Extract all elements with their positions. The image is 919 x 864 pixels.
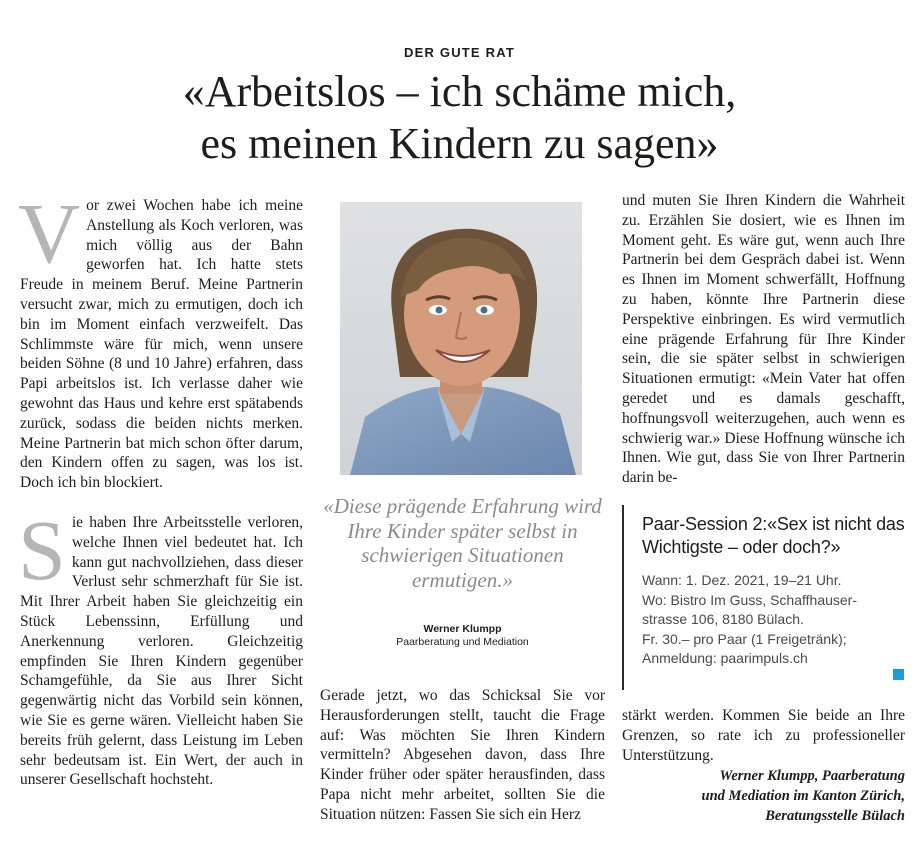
signature-line-2: und Mediation im Kanton Zürich,: [701, 788, 905, 804]
article-column-2: [320, 686, 605, 825]
event-location-2: strasse 106, 8180 Bülach.: [642, 611, 804, 627]
dropcap-s: S: [18, 501, 66, 598]
headline: [0, 66, 919, 170]
article-column-1: [18, 185, 303, 790]
pull-quote-author: Werner Klumpp: [423, 623, 502, 635]
column-3-end-text: stärkt werden. Kommen Sie beide an Ihre Grenzen, so rate ich zu professioneller Unterstützung.: [622, 707, 905, 764]
headline-line-1: «Arbeitslos – ich schäme mich,: [182, 67, 737, 116]
event-details: [642, 571, 908, 669]
column-2-text: Gerade jetzt, wo das Schicksal Sie vor Herausforderungen stellt, taucht die Frage auf: Was möchten Sie Ihren Kindern vermitteln? Abgesehen davon, dass Ihre Kinder früher oder später herausfinden, dass Papa nicht mehr arbeitet, sollten Sie die Situation nützen: Fassen Sie sich ein Herz: [320, 687, 605, 823]
event-price: Fr. 30.– pro Paar (1 Freigetränk);: [642, 630, 847, 647]
event-registration: Anmeldung: paarimpuls.ch: [642, 650, 808, 666]
column-3-text: und muten Sie Ihren Kindern die Wahrheit zu. Erzählen Sie dosiert, wie es Ihnen im Moment geht. Es wäre gut, wenn auch Ihre Partnerin bei dem Gespräch dabei ist. Wenn es Ihnen im Moment schwerfällt, Hoffnung zu haben, könnte Ihre Partnerin diese Perspektive einbringen. Es wird vermutlich eine prägende Erfahrung für Ihre Kinder sein, die sie später selbst in schwierigen Situationen ermutigt: «Mein Vater hat offen geredet und es damals geschafft, hoffnungsvoll weiterzugehen, auch wenn es schwierig war.» Diese Hoffnung wünsche ich Ihnen. Wie gut, dass Sie von Ihrer Partnerin darin be-: [622, 192, 905, 487]
square-end-marker-icon: [893, 669, 904, 680]
author-signature: [622, 766, 905, 826]
author-portrait-photo: [340, 202, 582, 475]
article-column-3-end: [622, 706, 905, 765]
pull-quote: «Diese prägende Erfahrung wird Ihre Kinder später selbst in schwierigen Situationen ermutigen.»: [323, 494, 602, 592]
signature-line-1: Werner Klumpp, Paarberatung: [719, 768, 905, 784]
question-paragraph: [18, 185, 303, 493]
answer-text: ie haben Ihre Arbeitsstelle verloren, welche Ihnen viel bedeutet hat. Ich kann gut nachvollziehen, dass dieser Verlust sehr schmerzhaft für Sie ist. Mit Ihrer Arbeit haben Sie gleichzeitig ein Stück Lebenssinn, Erfüllung und Anerkennung verloren. Gleichzeitig empfinden Sie Ihren Kindern gegenüber Schamgefühle, da Sie aus Ihrer Sicht gegenwärtig nicht das Vorbild sein können, wie Sie es gerne wären. Vielleicht haben Sie bereits früh gelernt, dass Leistung im Leben sehr bedeutsam ist. Ein Wert, der auch in unserer Gesellschaft hochsteht.: [20, 513, 303, 789]
event-title: Paar-Session 2:«Sex ist nicht das Wichtigste – oder doch?»: [642, 514, 905, 557]
article-column-3: [622, 191, 905, 488]
event-date: Wann: 1. Dez. 2021, 19–21 Uhr.: [642, 572, 842, 588]
dropcap-v: V: [18, 185, 81, 281]
kicker: DER GUTE RAT: [404, 45, 515, 60]
event-infobox: [622, 505, 908, 690]
event-location-1: Wo: Bistro Im Guss, Schaffhauser-: [642, 591, 858, 608]
signature-line-3: Beratungsstelle Bülach: [765, 808, 905, 824]
portrait-illustration: [340, 202, 582, 475]
headline-line-2: es meinen Kindern zu sagen»: [200, 119, 719, 168]
question-text: or zwei Wochen habe ich meine Anstellung als Koch verloren, was mich völlig aus der Bahn geworfen hat. Ich hatte stets Freude in meinem Beruf. Meine Partnerin versucht zwar, mich zu ermutigen, doch ich bin im Moment einfach verzweifelt. Das Schlimmste wäre für mich, wenn unsere beiden Söhne (8 und 10 Jahre) erfahren, dass Papi arbeitslos ist. Ich verlasse daher wie gewohnt das Haus und kehre erst spätabends zurück, sodass die beiden nichts merken. Meine Partnerin bat mich schon öfter darum, den Kindern offen zu sagen, was los ist. Doch ich bin blockiert.: [20, 197, 303, 492]
pull-quote-role: Paarberatung und Mediation: [396, 636, 529, 648]
answer-paragraph: [18, 501, 303, 790]
